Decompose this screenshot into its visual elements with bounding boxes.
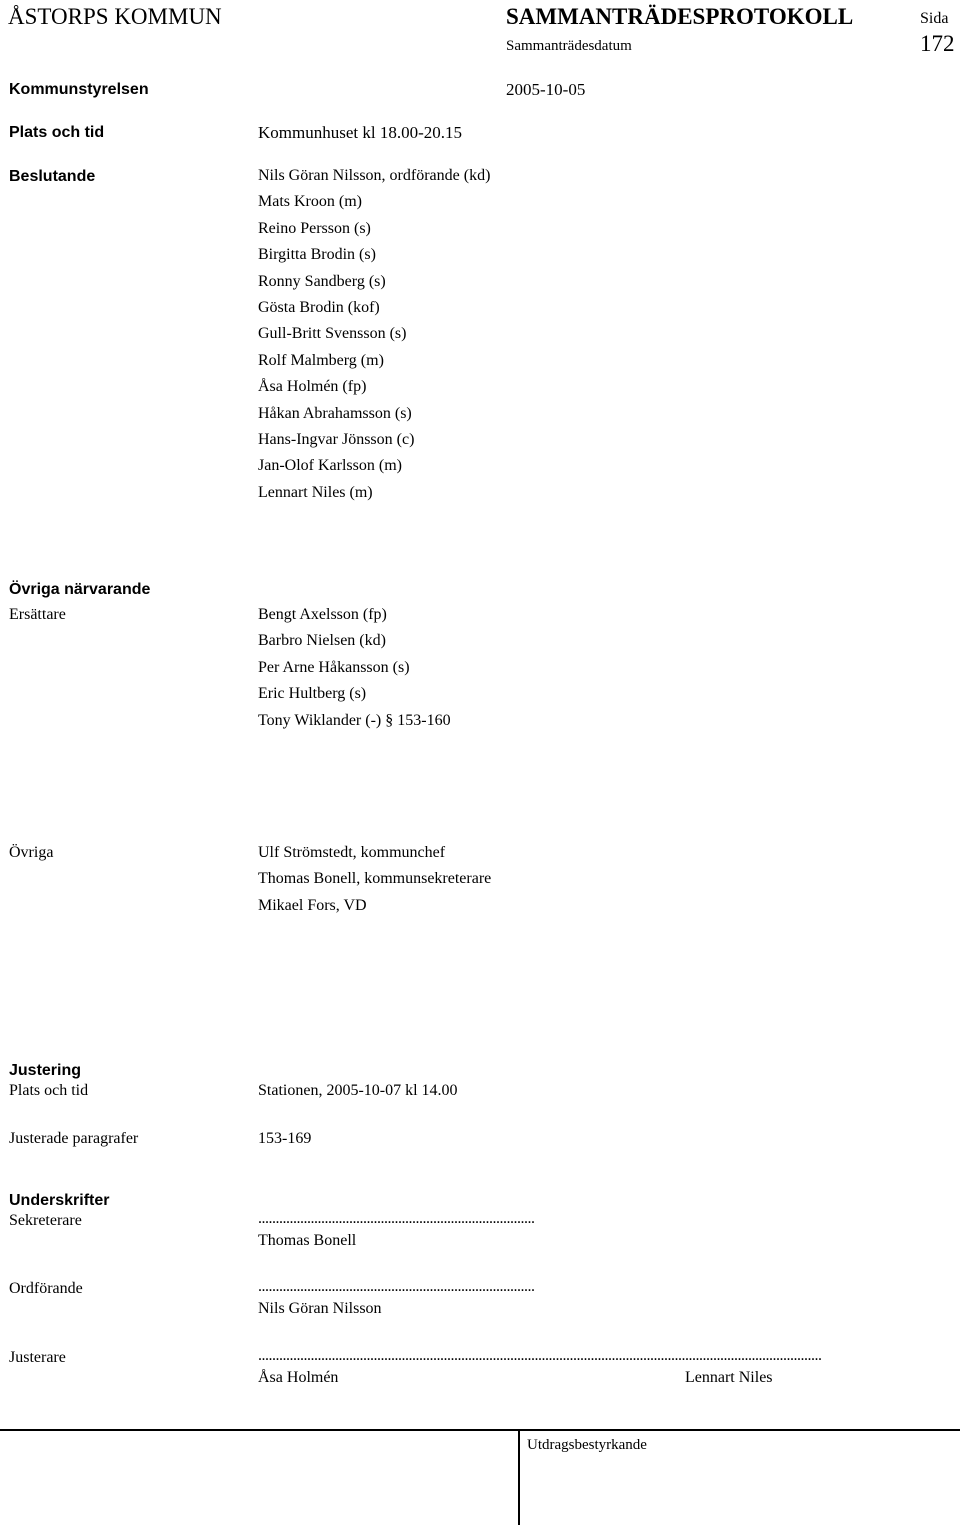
- plats-label: Plats och tid: [9, 124, 105, 141]
- justerare-name-1: Åsa Holmén: [258, 1369, 339, 1386]
- ovriga-label: Övriga: [9, 844, 54, 861]
- ovriga-narvarande-heading: Övriga närvarande: [9, 581, 151, 598]
- underskrifter-heading: Underskrifter: [9, 1192, 110, 1209]
- list-item: Håkan Abrahamsson (s): [258, 404, 412, 422]
- beslutande-list: [258, 163, 490, 506]
- meeting-date: 2005-10-05: [506, 80, 586, 99]
- list-item: Birgitta Brodin (s): [258, 246, 376, 264]
- utdragsbestyrkande-label: Utdragsbestyrkande: [527, 1437, 647, 1453]
- sekreterare-label: Sekreterare: [9, 1212, 82, 1229]
- ordforande-signature-line: ...............................................................................: [258, 1278, 535, 1295]
- list-item: Per Arne Håkansson (s): [258, 658, 410, 676]
- list-item: Lennart Niles (m): [258, 483, 373, 501]
- section-sign: §: [385, 711, 394, 729]
- beslutande-label: Beslutande: [9, 168, 96, 185]
- justerare-name-2: Lennart Niles: [685, 1369, 773, 1386]
- list-item: Ronny Sandberg (s): [258, 272, 386, 290]
- ordforande-name: Nils Göran Nilsson: [258, 1300, 382, 1317]
- section-range: 153-160: [397, 711, 451, 729]
- tony-name: Tony Wiklander (-): [258, 711, 382, 729]
- list-item: Bengt Axelsson (fp): [258, 606, 387, 623]
- list-item: Hans-Ingvar Jönsson (c): [258, 430, 415, 448]
- body-name: Kommunstyrelsen: [9, 81, 149, 98]
- ordforande-label: Ordförande: [9, 1280, 83, 1297]
- municipality-name: ÅSTORPS KOMMUN: [8, 4, 222, 29]
- plats-value: Kommunhuset kl 18.00-20.15: [258, 123, 462, 142]
- date-label: Sammanträdesdatum: [506, 38, 632, 54]
- justering-plats-value: Stationen, 2005-10-07 kl 14.00: [258, 1082, 458, 1099]
- list-item: Barbro Nielsen (kd): [258, 632, 386, 650]
- list-item: Gull-Britt Svensson (s): [258, 325, 407, 343]
- justerare-signature-line: .................................................................................................................................................................: [258, 1347, 822, 1364]
- justerade-paragrafer-value: 153-169: [258, 1130, 312, 1147]
- list-item: Åsa Holmén (fp): [258, 378, 367, 396]
- justerade-paragrafer-label: Justerade paragrafer: [9, 1130, 139, 1147]
- list-item: Thomas Bonell, kommunsekreterare: [258, 870, 492, 888]
- justering-heading: Justering: [9, 1062, 82, 1079]
- list-item: Mats Kroon (m): [258, 193, 362, 211]
- ersattare-list: [258, 602, 451, 734]
- list-item: Gösta Brodin (kof): [258, 298, 380, 316]
- justerare-label: Justerare: [9, 1349, 66, 1366]
- page-number: 172: [920, 31, 955, 56]
- justering-plats-label: Plats och tid: [9, 1082, 89, 1099]
- ovriga-list: [258, 840, 491, 919]
- list-item: Eric Hultberg (s): [258, 685, 367, 703]
- list-item: Ulf Strömstedt, kommunchef: [258, 844, 446, 861]
- footer-vertical-divider: [518, 1431, 520, 1525]
- page-label: Sida: [920, 10, 949, 27]
- list-item: Reino Persson (s): [258, 219, 371, 237]
- footer-divider: [0, 1429, 960, 1431]
- list-item: Nils Göran Nilsson, ordförande (kd): [258, 167, 491, 184]
- list-item: Jan-Olof Karlsson (m): [258, 457, 402, 475]
- sekreterare-name: Thomas Bonell: [258, 1232, 357, 1249]
- list-item: Mikael Fors, VD: [258, 896, 367, 914]
- document-title: SAMMANTRÄDESPROTOKOLL: [506, 4, 854, 29]
- sekreterare-signature-line: ...............................................................................: [258, 1210, 535, 1227]
- list-item: [258, 708, 451, 734]
- ersattare-label: Ersättare: [9, 606, 66, 623]
- list-item: Rolf Malmberg (m): [258, 351, 384, 369]
